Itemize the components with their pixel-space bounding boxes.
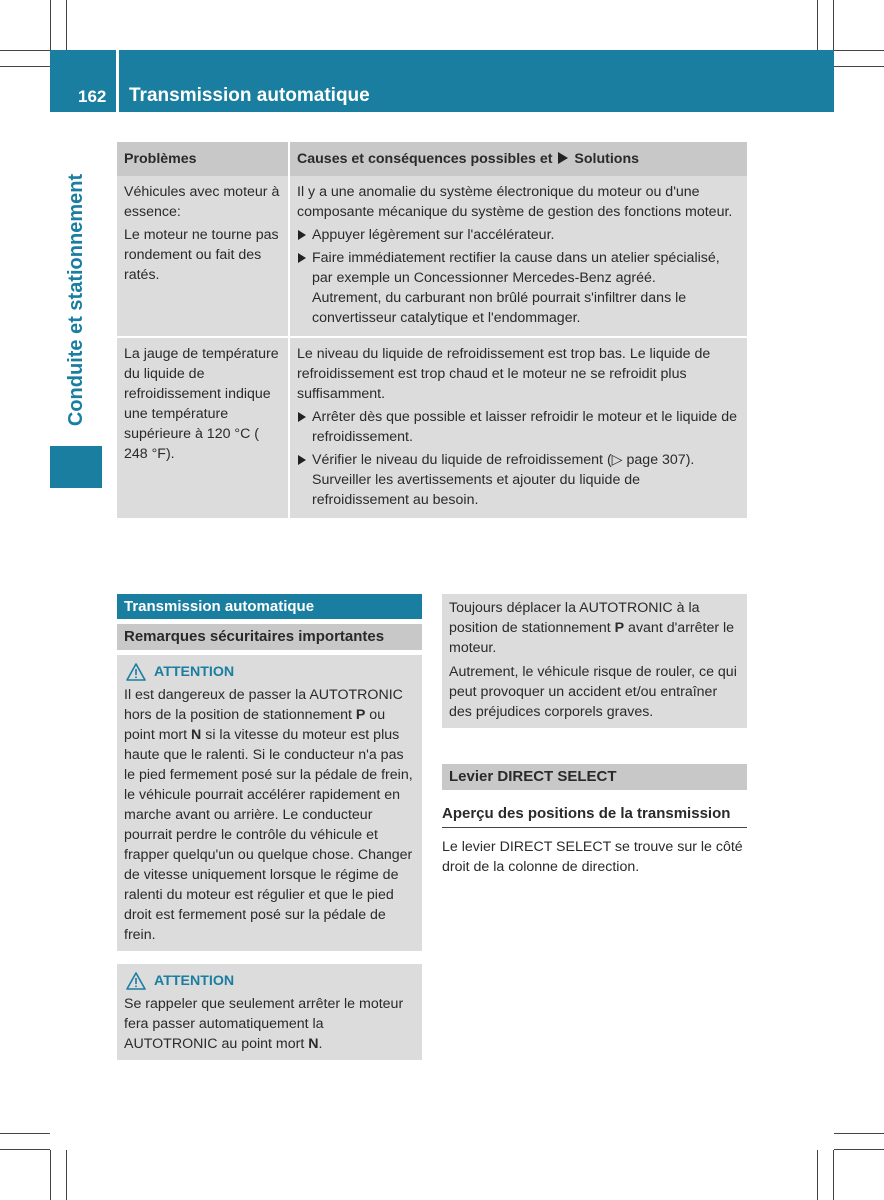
- warning-text-part: ou point mort: [124, 707, 386, 743]
- crop-mark: [0, 1149, 50, 1150]
- solution-step: [297, 248, 740, 328]
- table-row: [117, 337, 747, 518]
- warning-triangle-icon: [126, 972, 146, 990]
- gear-letter: N: [191, 727, 202, 743]
- right-column: [442, 594, 747, 877]
- warning-title: ATTENTION: [154, 664, 235, 680]
- crop-mark: [66, 1150, 67, 1200]
- warning-box: [117, 655, 422, 951]
- crop-mark: [834, 1133, 884, 1134]
- solution-note: Autrement, du carburant non brûlé pourrait s'infiltrer dans le convertisseur catalytique et l'endommager.: [312, 290, 687, 326]
- warning-text-part: .: [318, 1036, 323, 1052]
- warning-box: [117, 964, 422, 1060]
- header-problems: Problèmes: [117, 142, 289, 176]
- table-header-row: [117, 142, 747, 176]
- page-number: 162: [78, 87, 107, 106]
- header-solutions-text: Solutions: [574, 151, 640, 167]
- problem-text: La jauge de température du liquide de refroidissement indique une température supérieure à 120 °C ( 248 °F).: [124, 346, 279, 462]
- crop-mark: [66, 0, 67, 50]
- gear-letter: P: [355, 707, 366, 723]
- problem-text: Le moteur ne tourne pas rondement ou fait des ratés.: [124, 227, 279, 283]
- overview-title: Aperçu des positions de la transmission: [442, 804, 747, 828]
- table-row: [117, 176, 747, 337]
- box-text: [449, 598, 740, 658]
- problem-text: Véhicules avec moteur à essence:: [124, 184, 280, 220]
- left-column: [117, 594, 422, 1060]
- warning-text: [124, 994, 415, 1054]
- solution-step: Vérifier le niveau du liquide de refroidissement (▷ page 307). Surveiller les avertissements et ajouter du liquide de refroidissement au besoin.: [297, 450, 740, 510]
- crop-mark: [50, 0, 51, 50]
- arrow-right-icon: [558, 152, 568, 164]
- warning-header: [124, 661, 415, 683]
- crop-mark: [834, 66, 884, 67]
- problem-cell: [117, 176, 289, 337]
- crop-mark: [50, 1150, 51, 1200]
- crop-mark: [0, 66, 50, 67]
- solution-step-text: Faire immédiatement rectifier la cause dans un atelier spécialisé, par exemple un Concessionner Mercedes-Benz agréé.: [312, 250, 720, 286]
- problem-cell: [117, 337, 289, 518]
- crop-mark: [834, 50, 884, 51]
- overview-text: Le levier DIRECT SELECT se trouve sur le côté droit de la colonne de direction.: [442, 839, 743, 875]
- warning-text-part: Se rappeler que seulement arrêter le moteur fera passer automatiquement la AUTOTRONIC au point mort: [124, 996, 404, 1052]
- gear-letter: N: [308, 1036, 319, 1052]
- warning-header: [124, 970, 415, 992]
- warning-text-part: si la vitesse du moteur est plus haute que le ralenti. Si le conducteur n'a pas le pied fermement posé sur la pédale de frein, le véhicule pourrait accélérer rapidement en marche avant ou arrière. Le conducteur pourrait perdre le contrôle du véhicule et frapper quelqu'un ou quelque chose. Changer de vitesse uniquement lorsque le régime de ralenti du moteur est régulier et que le pied droit est fermement posé sur la pédale de frein.: [124, 727, 413, 943]
- warning-text: [124, 685, 415, 945]
- box-text-part: Toujours déplacer la AUTOTRONIC à la position de stationnement: [449, 600, 700, 636]
- section-title: Transmission automatique: [117, 594, 422, 619]
- chapter-tab-marker: [50, 446, 102, 488]
- warning-title: ATTENTION: [154, 973, 235, 989]
- troubleshooting-table: [117, 142, 747, 518]
- gear-letter: P: [614, 620, 625, 636]
- cause-text: Le niveau du liquide de refroidissement est trop bas. Le liquide de refroidissement est trop chaud et le moteur ne se refroidit plus suffisamment.: [297, 346, 711, 402]
- chapter-tab-label: Conduite et stationnement: [65, 173, 87, 427]
- cause-cell: [289, 176, 747, 337]
- solution-step: Appuyer légèrement sur l'accélérateur.: [297, 225, 740, 245]
- warning-text-part: Il est dangereux de passer la AUTOTRONIC hors de la position de stationnement: [124, 687, 403, 723]
- header-divider: [116, 50, 119, 112]
- box-text: Autrement, le véhicule risque de rouler, ce qui peut provoquer un accident et/ou entraîner des préjudices corporels graves.: [449, 664, 737, 720]
- box-text-part: avant d'arrêter le moteur.: [449, 620, 735, 656]
- crop-mark: [833, 0, 834, 50]
- crop-mark: [0, 1133, 50, 1134]
- header-causes: [289, 142, 747, 176]
- crop-mark: [817, 1150, 818, 1200]
- crop-mark: [834, 1149, 884, 1150]
- subsection-title: Remarques sécuritaires importantes: [117, 624, 422, 650]
- cause-text: Il y a une anomalie du système électronique du moteur ou d'une composante mécanique du système de gestion des fonctions moteur.: [297, 184, 733, 220]
- warning-continuation-box: [442, 594, 747, 728]
- crop-mark: [0, 50, 50, 51]
- header-causes-text: Causes et conséquences possibles et: [297, 151, 553, 167]
- page-title: Transmission automatique: [129, 85, 370, 106]
- solution-step: Arrêter dès que possible et laisser refroidir le moteur et le liquide de refroidissement.: [297, 407, 740, 447]
- crop-mark: [817, 0, 818, 50]
- warning-triangle-icon: [126, 663, 146, 681]
- cause-cell: [289, 337, 747, 518]
- subsection-title: Levier DIRECT SELECT: [442, 764, 747, 790]
- crop-mark: [833, 1150, 834, 1200]
